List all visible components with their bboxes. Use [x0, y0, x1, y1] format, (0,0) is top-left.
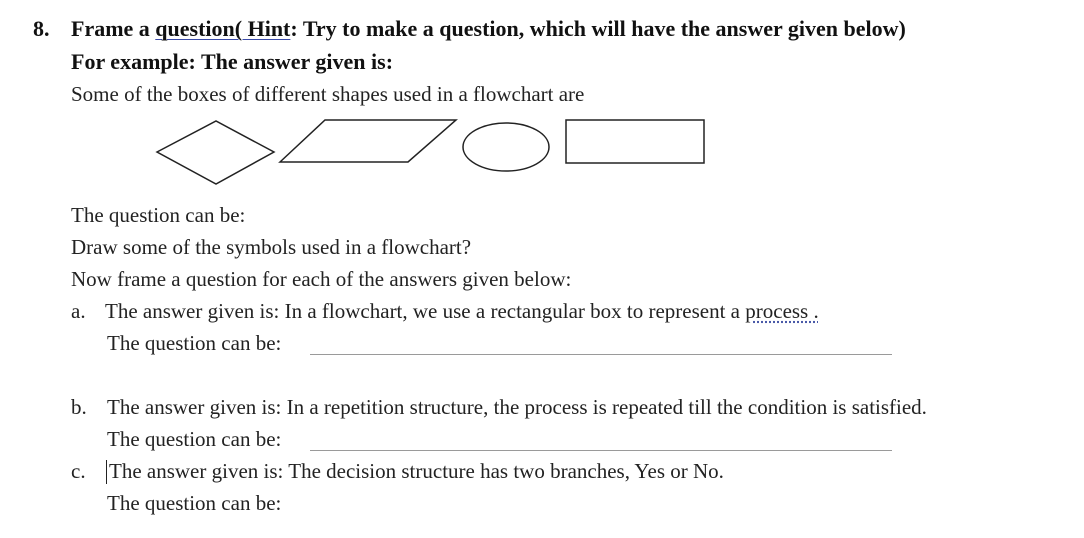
- item-a-answer: [105, 301, 819, 322]
- instruction: Now frame a question for each of the answers given below:: [71, 267, 572, 291]
- item-b-answer: The answer given is: In a repetition structure, the process is repeated till the condition is satisfied.: [107, 395, 927, 419]
- example-heading: For example: The answer given is:: [71, 49, 394, 74]
- text-cursor: [106, 460, 107, 484]
- item-a-answer-line[interactable]: [310, 354, 892, 355]
- example-answer: Some of the boxes of different shapes used in a flowchart are: [71, 82, 585, 106]
- item-b-letter: b.: [71, 395, 87, 419]
- parallelogram-shape: [280, 120, 456, 162]
- item-a-question-label: The question can be:: [107, 331, 282, 355]
- title-prefix: Frame a: [71, 16, 156, 41]
- item-b-answer-line[interactable]: [310, 450, 892, 451]
- oval-shape: [463, 123, 549, 171]
- item-a-answer-text: The answer given is: In a flowchart, we use a rectangular box to represent a: [105, 299, 746, 323]
- item-a-letter: a.: [71, 299, 86, 323]
- example-question-label: The question can be:: [71, 203, 246, 227]
- item-c-question-label: The question can be:: [107, 491, 282, 515]
- item-c-answer: The answer given is: The decision structure has two branches, Yes or No.: [109, 459, 724, 483]
- example-question: Draw some of the symbols used in a flowchart?: [71, 235, 472, 259]
- item-c-letter: c.: [71, 459, 86, 483]
- question-number: 8.: [33, 16, 50, 41]
- process-link[interactable]: process .: [745, 299, 819, 323]
- item-b-question-label: The question can be:: [107, 427, 282, 451]
- diamond-shape: [157, 121, 274, 184]
- title-rest: : Try to make a question, which will have the answer given below): [290, 16, 906, 41]
- flowchart-shapes: [150, 114, 715, 190]
- question-title: [71, 18, 906, 40]
- hint-link[interactable]: question( Hint: [155, 16, 291, 41]
- rectangle-shape: [566, 120, 704, 163]
